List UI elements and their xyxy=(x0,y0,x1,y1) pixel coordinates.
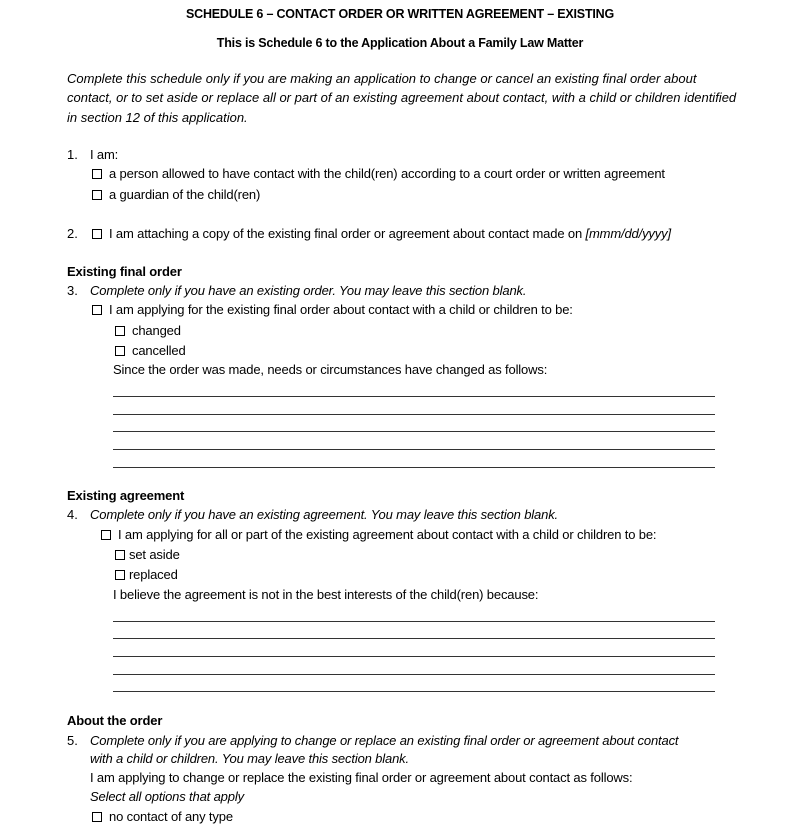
q4-answer-line-2[interactable] xyxy=(113,638,715,639)
q4-answer-line-4[interactable] xyxy=(113,674,715,675)
checkbox[interactable] xyxy=(115,570,125,580)
q4-number: 4. xyxy=(67,507,78,522)
q3-answer-line-3[interactable] xyxy=(113,431,715,432)
q4-answer-line-3[interactable] xyxy=(113,656,715,657)
q4-explain-label: I believe the agreement is not in the best interests of the child(ren) because: xyxy=(113,587,539,602)
schedule-subtitle: This is Schedule 6 to the Application About a Family Law Matter xyxy=(216,36,584,50)
q3-main-option[interactable]: I am applying for the existing final order about contact with a child or children to be: xyxy=(92,302,573,317)
q5-instruction-line-1: Complete only if you are applying to change or replace an existing final order or agreement about contact xyxy=(90,733,679,748)
intro-instructions: Complete this schedule only if you are making an application to change or cancel an existing final order about contact, or to set aside or replace all or part of an existing agreement about contact, with a child or children identified in section 12 of this application. xyxy=(67,71,737,125)
q4-option-replaced[interactable]: replaced xyxy=(115,567,178,582)
q4-instruction: Complete only if you have an existing agreement. You may leave this section blank. xyxy=(90,507,559,522)
checkbox[interactable] xyxy=(101,530,111,540)
q5-statement: I am applying to change or replace the existing final order or agreement about contact as follows: xyxy=(90,770,633,785)
checkbox[interactable] xyxy=(92,812,102,822)
q5-instruction-line-2: with a child or children. You may leave this section blank. xyxy=(90,751,409,766)
q3-answer-line-1[interactable] xyxy=(113,396,715,397)
q1-option-contact-person[interactable]: a person allowed to have contact with the child(ren) according to a court order or written agreement xyxy=(92,166,665,181)
schedule-title: SCHEDULE 6 – CONTACT ORDER OR WRITTEN AGREEMENT – EXISTING xyxy=(185,7,614,21)
q1-option-guardian[interactable]: a guardian of the child(ren) xyxy=(92,187,260,202)
checkbox[interactable] xyxy=(92,229,102,239)
checkbox[interactable] xyxy=(92,169,102,179)
q4-answer-line-5[interactable] xyxy=(113,691,715,692)
q5-number: 5. xyxy=(67,733,78,748)
q3-explain-label: Since the order was made, needs or circumstances have changed as follows: xyxy=(113,362,548,377)
q2-number: 2. xyxy=(67,226,78,241)
section-heading-about-order: About the order xyxy=(67,713,163,728)
q3-instruction: Complete only if you have an existing order. You may leave this section blank. xyxy=(90,283,527,298)
q3-answer-line-4[interactable] xyxy=(113,449,715,450)
q3-number: 3. xyxy=(67,283,78,298)
section-heading-existing-agreement: Existing agreement xyxy=(67,488,185,503)
checkbox[interactable] xyxy=(92,190,102,200)
q2-attaching-copy-option[interactable]: I am attaching a copy of the existing final order or agreement about contact made on [mmm/dd/yyyy] xyxy=(92,226,671,241)
q3-answer-line-2[interactable] xyxy=(113,414,715,415)
q4-answer-line-1[interactable] xyxy=(113,621,715,622)
checkbox[interactable] xyxy=(115,326,125,336)
q4-main-option[interactable]: I am applying for all or part of the existing agreement about contact with a child or children to be: xyxy=(101,527,656,542)
q3-answer-line-5[interactable] xyxy=(113,467,715,468)
q4-option-set-aside[interactable]: set aside xyxy=(115,547,180,562)
q5-option-no-contact[interactable]: no contact of any type xyxy=(92,809,233,824)
date-field-placeholder[interactable]: [mmm/dd/yyyy] xyxy=(585,226,671,241)
q3-option-changed[interactable]: changed xyxy=(115,323,181,338)
checkbox[interactable] xyxy=(115,550,125,560)
section-heading-existing-order: Existing final order xyxy=(67,264,182,279)
checkbox[interactable] xyxy=(115,346,125,356)
q5-select-hint: Select all options that apply xyxy=(90,789,244,804)
q1-number: 1. xyxy=(67,147,78,162)
checkbox[interactable] xyxy=(92,305,102,315)
q3-option-cancelled[interactable]: cancelled xyxy=(115,343,186,358)
q1-prompt: I am: xyxy=(90,147,119,162)
